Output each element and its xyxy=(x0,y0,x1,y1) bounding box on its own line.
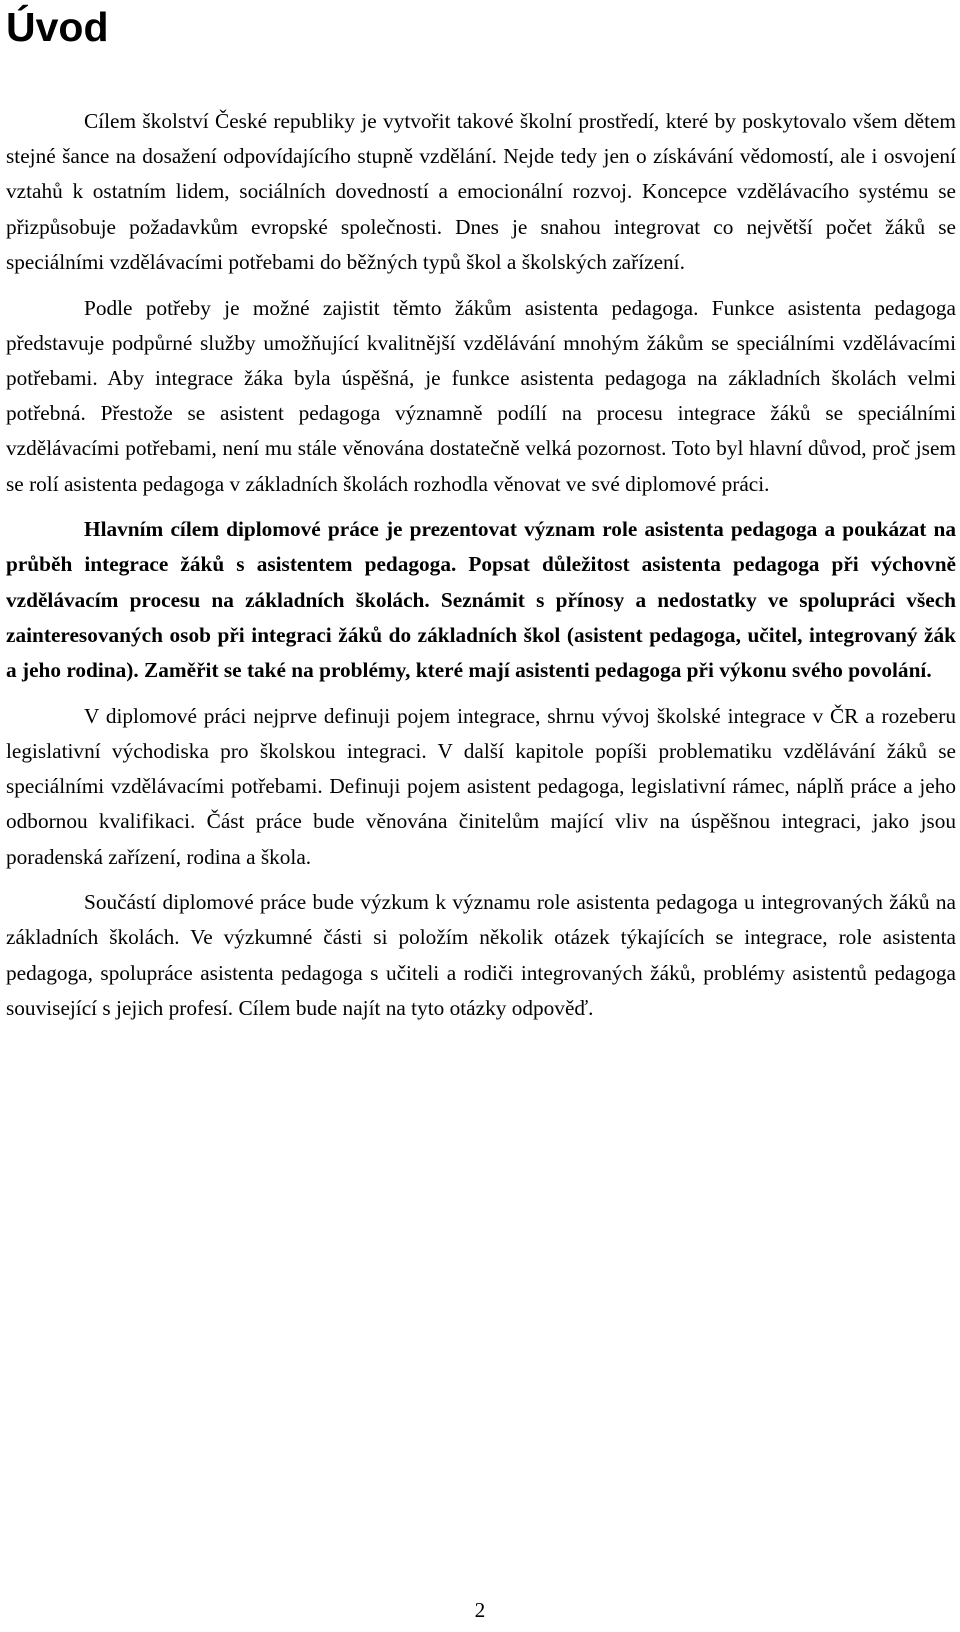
page-number: 2 xyxy=(474,1598,486,1622)
paragraph-assistant: Podle potřeby je možné zajistit těmto žákům asistenta pedagoga. Funkce asistenta pedagoga představuje podpůrné služby umožňující kvalitnější vzdělávání mnohým žákům se speciálními vzdělávacími potřebami. Aby integrace žáka byla úspěšná, je funkce asistenta pedagoga na základních školách velmi potřebná. Přestože se asistent pedagoga významně podílí na procesu integrace žáků se speciálními vzdělávacími potřebami, není mu stále věnována dostatečně velká pozornost. Toto byl hlavní důvod, proč jsem se rolí asistenta pedagoga v základních školách rozhodla věnovat ve své diplomové práci. xyxy=(6,295,956,496)
paragraph-research: Součástí diplomové práce bude výzkum k významu role asistenta pedagoga u integrovaných žáků na základních školách. Ve výzkumné části si položím několik otázek týkajících se integrace, role asistenta pedagoga, spolupráce asistenta pedagoga s učiteli a rodiči integrovaných žáků, problémy asistentů pedagoga související s jejich profesí. Cílem bude najít na tyto otázky odpověď. xyxy=(6,890,956,1020)
paragraph-intro: Cílem školství České republiky je vytvořit takové školní prostředí, které by poskytovalo všem dětem stejné šance na dosažení odpovídajícího stupně vzdělání. Nejde tedy jen o získávání vědomostí, ale i osvojení vztahů k ostatním lidem, sociálních dovedností a emocionální rozvoj. Koncepce vzdělávacího systému se přizpůsobuje požadavkům evropské společnosti. Dnes je snahou integrovat co největší počet žáků se speciálními vzdělávacími potřebami do běžných typů škol a školských zařízení. xyxy=(6,109,956,274)
paragraph-aims: Hlavním cílem diplomové práce je prezentovat význam role asistenta pedagoga a poukázat na průběh integrace žáků s asistentem pedagoga. Popsat důležitost asistenta pedagoga při výchovně vzdělávacím procesu na základních školách. Seznámit s přínosy a nedostatky ve spolupráci všech zainteresovaných osob při integraci žáků do základních škol (asistent pedagoga, učitel, integrovaný žák a jeho rodina). Zaměřit se také na problémy, které mají asistenti pedagoga při výkonu svého povolání. xyxy=(6,517,956,683)
paragraph-structure: V diplomové práci nejprve definuji pojem integrace, shrnu vývoj školské integrace v ČR a rozeberu legislativní východiska pro školskou integraci. V další kapitole popíši problematiku vzdělávání žáků se speciálními vzdělávacími potřebami. Definuji pojem asistent pedagoga, legislativní rámec, náplň práce a jeho odbornou kvalifikaci. Část práce bude věnována činitelům mající vliv na úspěšnou integraci, jako jsou poradenská zařízení, rodina a škola. xyxy=(6,703,956,869)
chapter-heading: Úvod xyxy=(6,4,109,50)
body-text xyxy=(6,104,956,1037)
